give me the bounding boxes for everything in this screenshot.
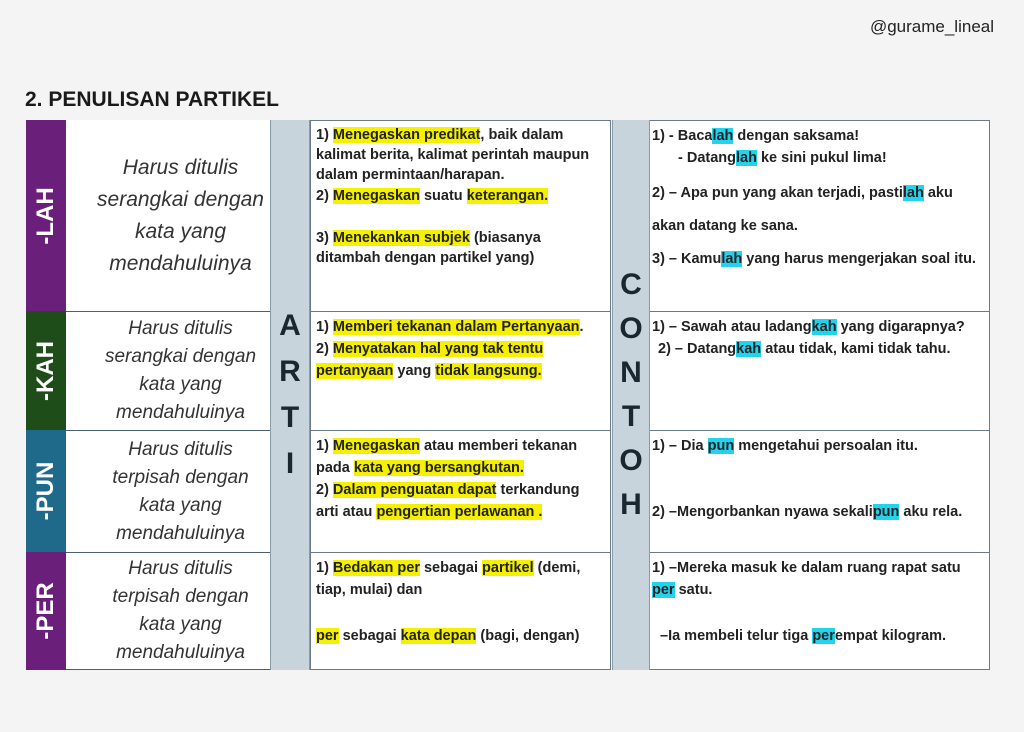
particle-label-text: -PER [32,582,59,640]
arti-letter: A [279,309,301,342]
arti-item: 1) Bedakan per sebagai partikel (demi, tiap, mulai) dan [316,560,581,598]
contoh-bar [612,120,650,670]
contoh-item: - Datanglah ke sini pukul lima! [678,150,887,166]
contoh-letter: O [619,444,643,477]
rule-line: kata yang [139,374,222,395]
particle-label-text: -LAH [32,186,59,245]
row-kah [26,311,990,433]
arti-letter: R [279,355,301,388]
rule-line: Harus ditulis [122,155,239,179]
particle-label-text: -PUN [32,461,59,521]
arti-cell [310,120,611,311]
row-per [26,552,990,670]
contoh-item: 1) - Bacalah dengan saksama! [652,128,860,144]
contoh-item: 1) – Dia pun mengetahui persoalan itu. [652,438,918,454]
contoh-letter: N [620,356,642,389]
contoh-item: 2) – Datangkah atau tidak, kami tidak tahu. [658,341,951,357]
contoh-cell [648,552,990,670]
rule-cell [66,430,295,552]
row-lah [26,120,990,311]
contoh-cell [648,311,990,430]
rule-line: kata yang [134,219,227,243]
arti-item: 2) Menegaskan suatu keterangan. [316,188,549,204]
contoh-item: 2) –Mengorbankan nyawa sekalipun aku rela. [652,504,963,520]
arti-item: 1) Menegaskan atau memberi tekanan pada kata yang bersangkutan. [316,438,578,476]
rule-line: serangkai dengan [104,346,257,367]
rule-line: terpisah dengan [112,586,249,607]
contoh-item: –Ia membeli telur tiga perempat kilogram. [660,628,947,644]
arti-letter: T [280,401,300,434]
rule-line: mendahuluinya [109,251,252,275]
contoh-letter: O [619,312,643,345]
rule-line: mendahuluinya [116,642,245,663]
contoh-item: 3) – Kamulah yang harus mengerjakan soal itu. [652,251,976,267]
contoh-letter: T [621,400,641,433]
rule-line: terpisah dengan [112,466,249,488]
particle-label-per [26,552,66,670]
arti-item: 1) Memberi tekanan dalam Pertanyaan. [316,319,584,335]
arti-item: per sebagai kata depan (bagi, dengan) [316,628,580,644]
arti-item: 2) Menyatakan hal yang tak tentu pertanyaan yang tidak langsung. [316,341,544,379]
rule-line: Harus ditulis [128,318,233,339]
arti-item: 1) Menegaskan predikat, baik dalam kalimat berita, kalimat perintah maupun dalam permintaan/harapan. [316,127,590,183]
rule-line: Harus ditulis [128,438,233,460]
arti-item: 3) Menekankan subjek (biasanya ditambah dengan partikel yang) [316,230,541,266]
rule-line: mendahuluinya [116,402,245,423]
arti-cell [310,552,611,670]
particle-label-kah [26,311,66,430]
contoh-item: 1) – Sawah atau ladangkah yang digarapnya? [652,319,965,335]
particle-label-text: -KAH [32,340,59,401]
contoh-letter: H [620,488,642,521]
particle-label-lah [26,120,66,311]
contoh-cell [648,120,990,311]
rule-line: Harus ditulis [128,558,233,579]
arti-cell [310,430,611,552]
contoh-item: 2) – Apa pun yang akan terjadi, pastilah aku akan datang ke sana. [652,185,953,234]
row-pun [26,430,990,552]
rule-cell [66,552,295,670]
arti-bar [270,120,310,670]
watermark: @gurame_lineal [869,17,994,36]
particle-label-pun [26,430,66,552]
contoh-cell [648,430,990,552]
rule-line: kata yang [139,614,222,635]
rule-cell [66,311,295,430]
arti-item: 2) Dalam penguatan dapat terkandung arti atau pengertian perlawanan . [316,482,580,520]
contoh-item: 1) –Mereka masuk ke dalam ruang rapat satu per satu. [652,560,961,598]
arti-letter: I [285,447,295,480]
rule-line: kata yang [139,494,222,516]
section-title: 2. PENULISAN PARTIKEL [25,88,279,111]
rule-line: mendahuluinya [116,522,245,544]
arti-cell [310,311,611,430]
contoh-letter: C [620,268,642,301]
rule-line: serangkai dengan [97,187,264,211]
rule-cell [66,120,295,311]
